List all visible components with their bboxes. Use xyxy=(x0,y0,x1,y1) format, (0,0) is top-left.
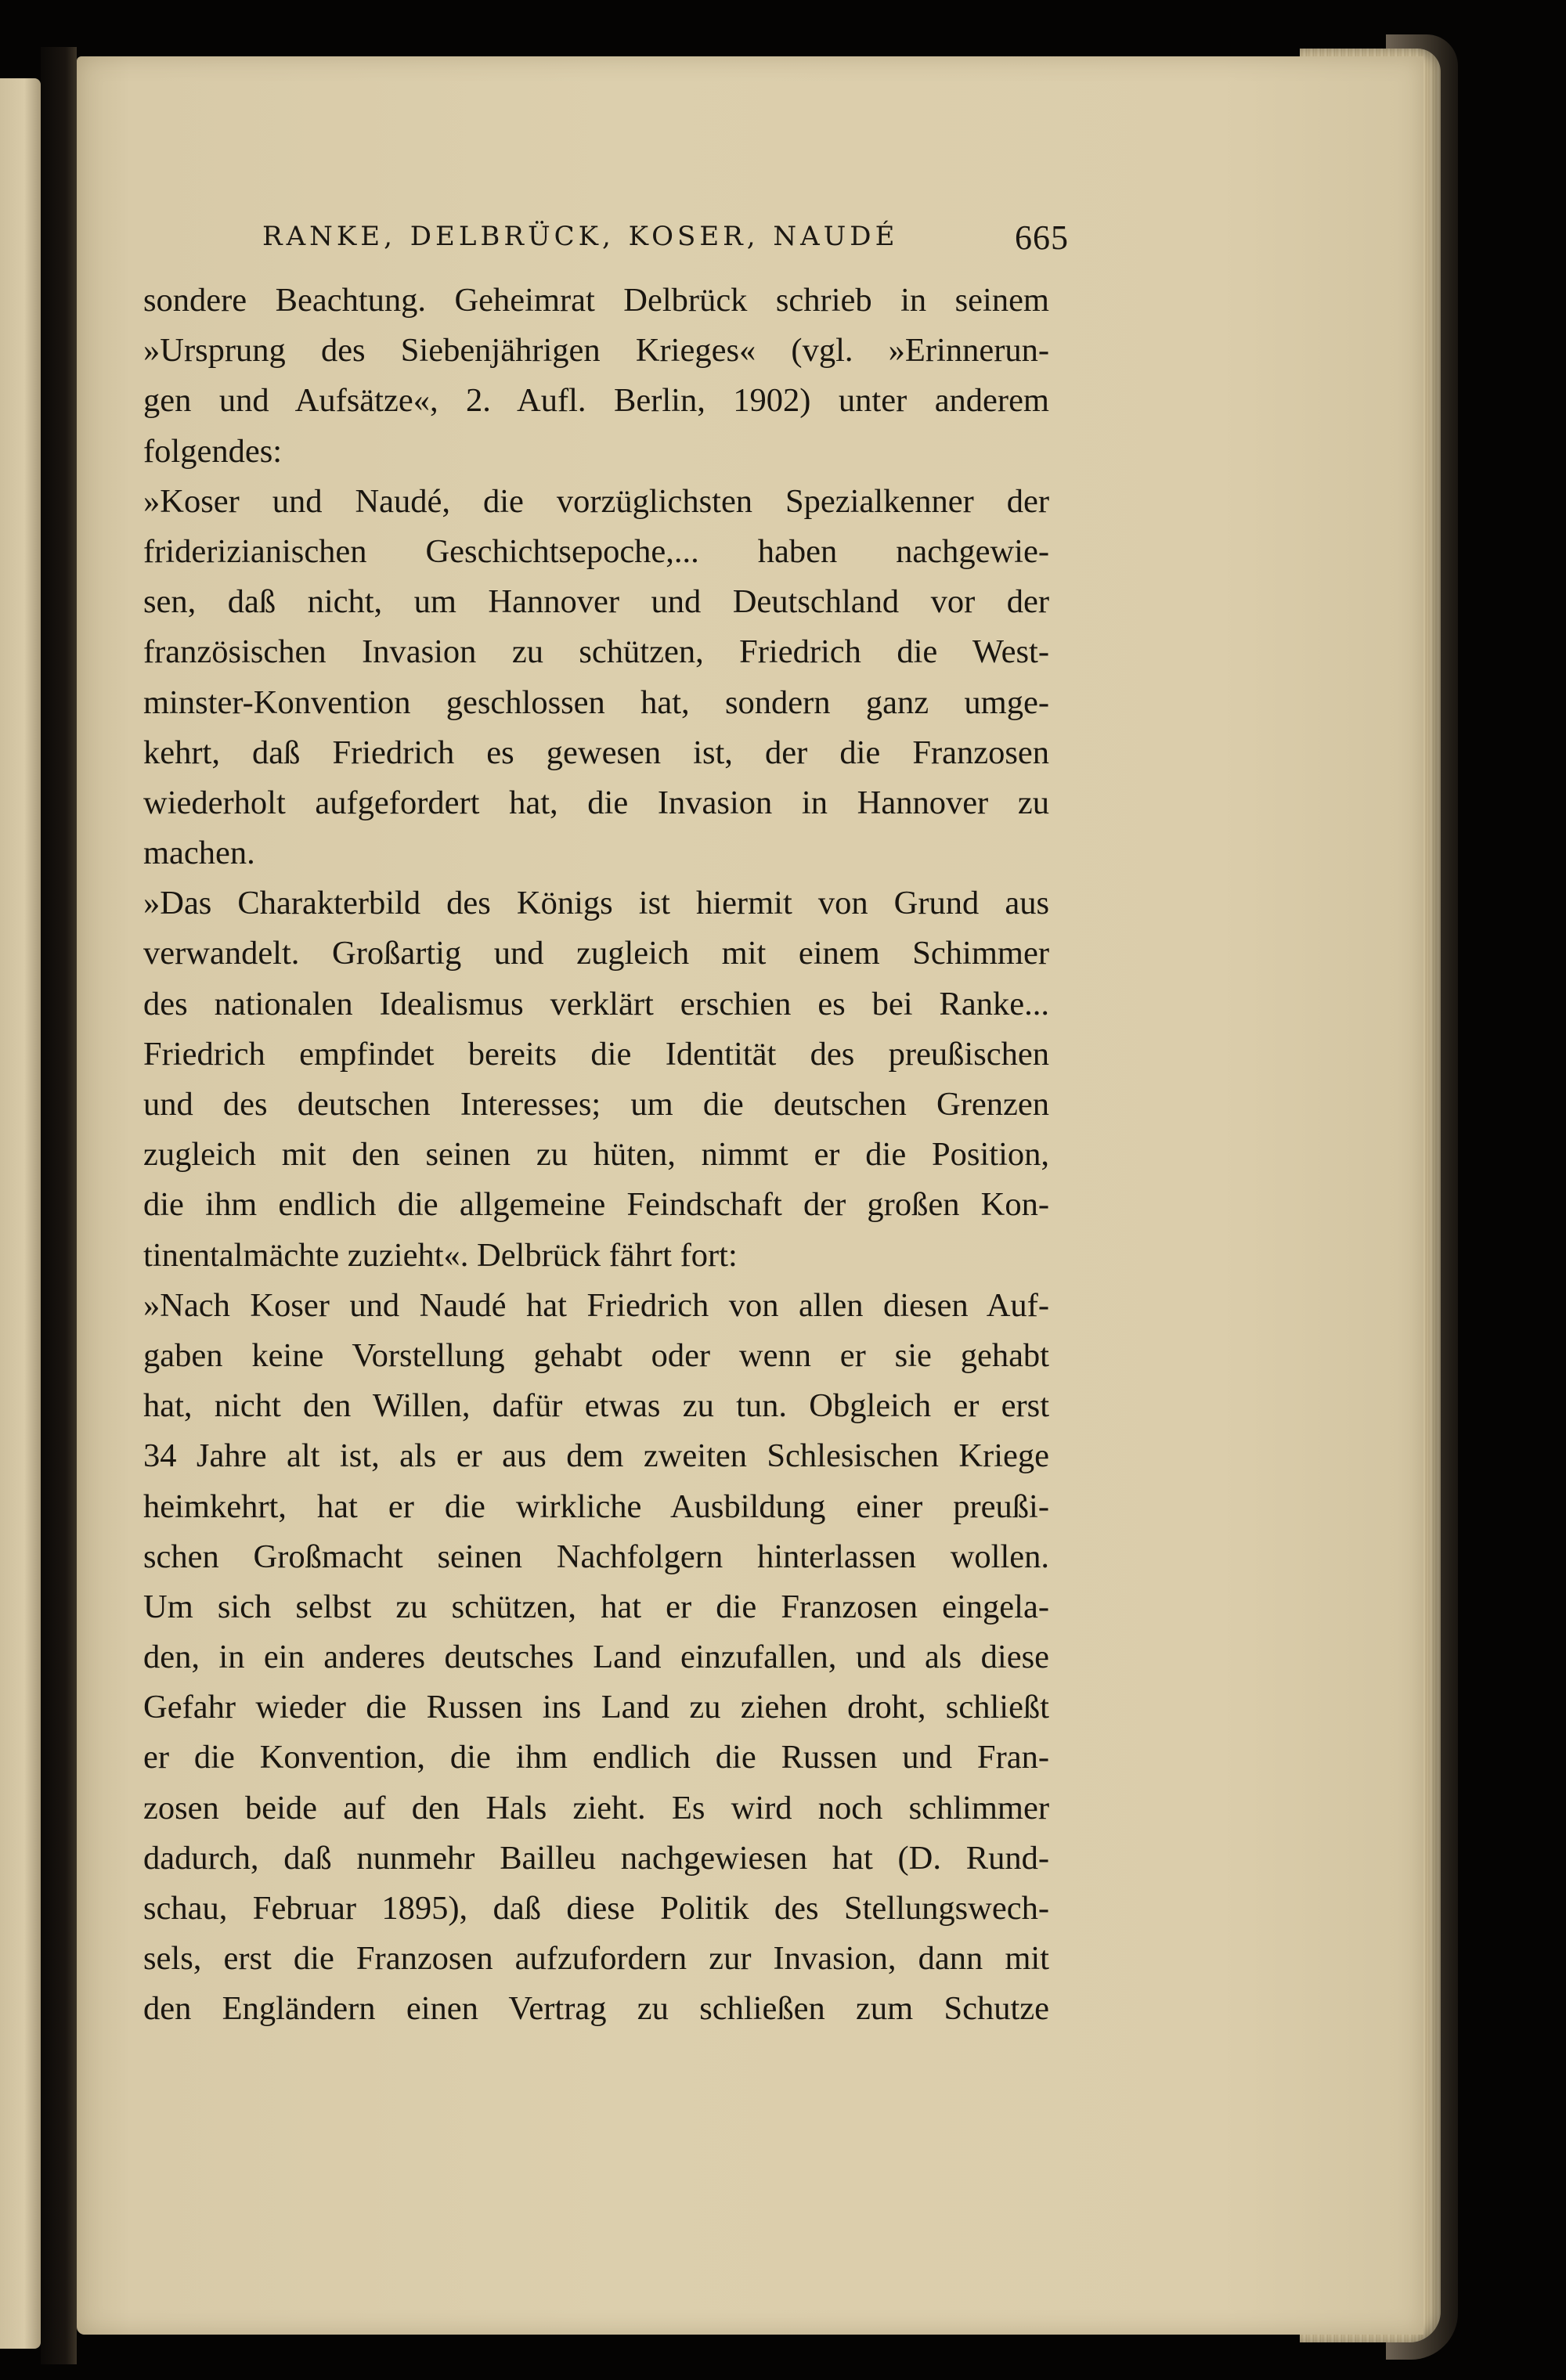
text-line: und des deutschen Interesses; um die deutschen Grenzen xyxy=(143,1086,1049,1123)
text-line: den, in ein anderes deutsches Land einzufallen, und als diese xyxy=(143,1639,1049,1676)
text-line: er die Konvention, die ihm endlich die Russen und Fran- xyxy=(143,1739,1049,1776)
book-gutter xyxy=(41,47,77,2364)
running-header xyxy=(262,218,1069,261)
text-line: schen Großmacht seinen Nachfolgern hinterlassen wollen. xyxy=(143,1538,1049,1575)
previous-page-edge xyxy=(0,78,41,2349)
text-line: friderizianischen Geschichtsepoche,... haben nachgewie- xyxy=(143,532,1049,570)
text-line: gen und Aufsätze«, 2. Aufl. Berlin, 1902) unter anderem xyxy=(143,382,1049,420)
text-line: dadurch, daß nunmehr Bailleu nachgewiesen hat (D. Rund- xyxy=(143,1839,1049,1877)
text-line: 34 Jahre alt ist, als er aus dem zweiten Schlesischen Kriege xyxy=(143,1437,1049,1475)
text-line: schau, Februar 1895), daß diese Politik des Stellungswech- xyxy=(143,1890,1049,1927)
text-line: machen. xyxy=(143,835,255,872)
text-line: sels, erst die Franzosen aufzufordern zur Invasion, dann mit xyxy=(143,1940,1049,1978)
text-line: französischen Invasion zu schützen, Friedrich die West- xyxy=(143,633,1049,671)
text-line: »Koser und Naudé, die vorzüglichsten Spezialkenner der xyxy=(143,482,1049,520)
text-line: »Ursprung des Siebenjährigen Krieges« (vgl. »Erinnerun- xyxy=(143,332,1049,370)
text-line: »Das Charakterbild des Königs ist hiermit von Grund aus xyxy=(143,885,1049,922)
text-line: sen, daß nicht, um Hannover und Deutschland vor der xyxy=(143,583,1049,621)
text-line: den Engländern einen Vertrag zu schließen zum Schutze xyxy=(143,1990,1049,2028)
text-line: gaben keine Vorstellung gehabt oder wenn er sie gehabt xyxy=(143,1336,1049,1374)
text-line: heimkehrt, hat er die wirkliche Ausbildung einer preußi- xyxy=(143,1488,1049,1525)
body-text xyxy=(143,276,1049,2035)
text-line: zugleich mit den seinen zu hüten, nimmt er die Position, xyxy=(143,1136,1049,1174)
text-line: folgendes: xyxy=(143,432,283,470)
text-line: kehrt, daß Friedrich es gewesen ist, der die Franzosen xyxy=(143,734,1049,771)
text-line: sondere Beachtung. Geheimrat Delbrück schrieb in seinem xyxy=(143,282,1049,319)
running-title: RANKE, DELBRÜCK, KOSER, NAUDÉ xyxy=(262,221,899,252)
text-line: Gefahr wieder die Russen ins Land zu ziehen droht, schließt xyxy=(143,1689,1049,1726)
text-line: die ihm endlich die allgemeine Feindschaft der großen Kon- xyxy=(143,1186,1049,1224)
text-line: hat, nicht den Willen, dafür etwas zu tun. Obgleich er erst xyxy=(143,1387,1049,1425)
text-line: »Nach Koser und Naudé hat Friedrich von allen diesen Auf- xyxy=(143,1286,1049,1324)
text-line: Friedrich empfindet bereits die Identität des preußischen xyxy=(143,1035,1049,1073)
text-line: Um sich selbst zu schützen, hat er die Franzosen eingela- xyxy=(143,1588,1049,1625)
page-number: 665 xyxy=(1015,218,1069,257)
text-line: tinentalmächte zuzieht«. Delbrück fährt fort: xyxy=(143,1236,738,1274)
text-line: des nationalen Idealismus verklärt erschien es bei Ranke... xyxy=(143,985,1049,1022)
text-line: wiederholt aufgefordert hat, die Invasion in Hannover zu xyxy=(143,784,1049,821)
text-line: zosen beide auf den Hals zieht. Es wird noch schlimmer xyxy=(143,1789,1049,1826)
text-line: verwandelt. Großartig und zugleich mit einem Schimmer xyxy=(143,935,1049,972)
text-line: minster-Konvention geschlossen hat, sondern ganz umge- xyxy=(143,683,1049,721)
